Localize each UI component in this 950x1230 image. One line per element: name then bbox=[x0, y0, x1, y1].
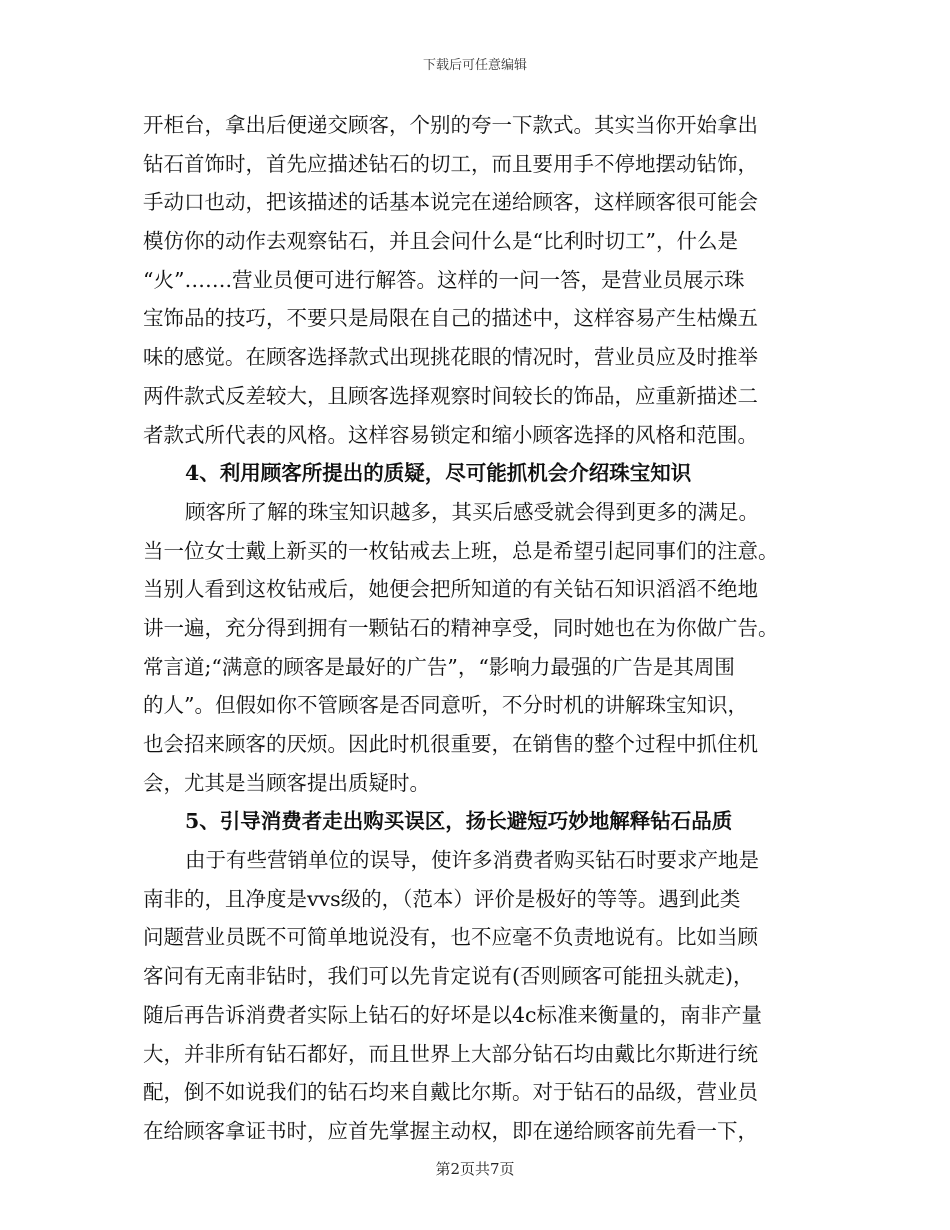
body-line: 常言道;“满意的顾客是最好的广告”，“影响力最强的广告是其周围 bbox=[143, 654, 735, 679]
body-line: 当一位女士戴上新买的一枚钻戒去上班，总是希望引起同事们的注意。 bbox=[143, 538, 779, 563]
body-line: 客问有无南非钻时，我们可以先肯定说有(否则顾客可能扭头就走)， bbox=[143, 964, 754, 989]
body-line: 钻石首饰时，首先应描述钻石的切工，而且要用手不停地摆动钻饰， bbox=[143, 151, 758, 176]
page-footer: 第2页共7页 bbox=[435, 1160, 515, 1178]
body-line: 味的感觉。在顾客选择款式出现挑花眼的情况时，营业员应及时推举 bbox=[143, 345, 758, 370]
body-line: 手动口也动，把该描述的话基本说完在递给顾客，这样顾客很可能会 bbox=[143, 190, 758, 215]
body-line: 配，倒不如说我们的钻石均来自戴比尔斯。对于钻石的品级，营业员 bbox=[143, 1080, 758, 1105]
section-heading: 5、引导消费者走出购买误区，扬长避短巧妙地解释钻石品质 bbox=[185, 809, 733, 834]
body-line: 随后再告诉消费者实际上钻石的好坏是以4c标准来衡量的，南非产量 bbox=[143, 1002, 763, 1027]
paragraph-first-line: 由于有些营销单位的误导，使许多消费者购买钻石时要求产地是 bbox=[185, 848, 759, 873]
paragraph-first-line: 顾客所了解的珠宝知识越多，其买后感受就会得到更多的满足。 bbox=[185, 499, 759, 524]
body-line: 模仿你的动作去观察钻石，并且会问什么是“比利时切工”，什么是 bbox=[143, 229, 738, 254]
body-line: 当别人看到这枚钻戒后，她便会把所知道的有关钻石知识滔滔不绝地 bbox=[143, 577, 758, 602]
document-body bbox=[143, 106, 811, 1151]
body-line: 在给顾客拿证书时，应首先掌握主动权，即在递给顾客前先看一下， bbox=[143, 1118, 758, 1143]
body-line: 者款式所代表的风格。这样容易锁定和缩小顾客选择的风格和范围。 bbox=[143, 422, 758, 447]
body-line: 讲一遍，充分得到拥有一颗钻石的精神享受，同时她也在为你做广告。 bbox=[143, 615, 779, 640]
body-line: 会，尤其是当顾客提出质疑时。 bbox=[143, 770, 430, 795]
body-line: 也会招来顾客的厌烦。因此时机很重要，在销售的整个过程中抓住机 bbox=[143, 732, 758, 756]
body-line: 宝饰品的技巧，不要只是局限在自己的描述中，这样容易产生枯燥五 bbox=[143, 306, 758, 331]
body-line: 大，并非所有钻石都好，而且世界上大部分钻石均由戴比尔斯进行统 bbox=[143, 1041, 758, 1066]
body-line: “火”…….营业员便可进行解答。这样的一问一答，是营业员展示珠 bbox=[143, 267, 745, 292]
body-line: 两件款式反差较大，且顾客选择观察时间较长的饰品，应重新描述二 bbox=[143, 383, 758, 408]
section-heading: 4、利用顾客所提出的质疑，尽可能抓机会介绍珠宝知识 bbox=[185, 461, 692, 486]
page-header: 下载后可任意编辑 bbox=[422, 58, 527, 73]
body-line: 开柜台，拿出后便递交顾客，个别的夸一下款式。其实当你开始拿出 bbox=[143, 113, 758, 137]
body-line: 南非的，且净度是vvs级的，（范本）评价是极好的等等。遇到此类 bbox=[143, 886, 741, 911]
body-line: 的人”。但假如你不管顾客是否同意听，不分时机的讲解珠宝知识， bbox=[143, 693, 748, 718]
body-line: 问题营业员既不可简单地说没有，也不应毫不负责地说有。比如当顾 bbox=[143, 925, 758, 950]
